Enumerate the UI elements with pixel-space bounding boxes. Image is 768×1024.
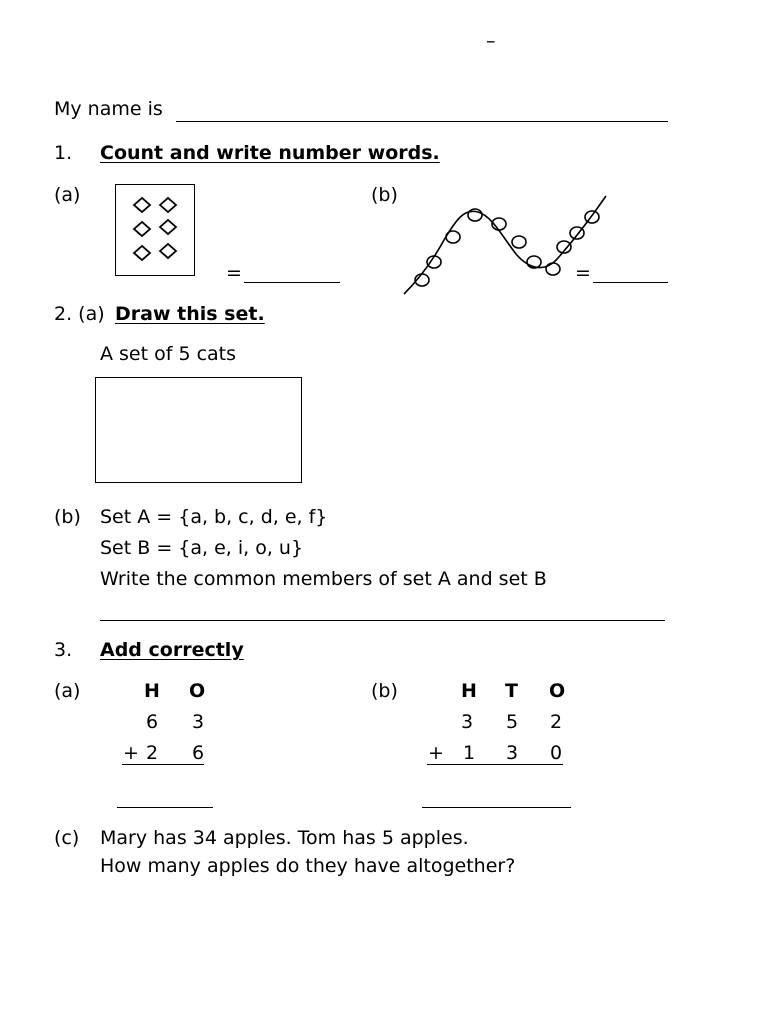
- q3-number: 3.: [54, 639, 73, 661]
- q3a-answer-line[interactable]: [117, 807, 213, 808]
- q3a-row2-o: 6: [192, 742, 205, 764]
- set-a-text: Set A = {a, b, c, d, e, f}: [100, 506, 328, 528]
- q1b-equals: =: [575, 262, 591, 284]
- diamond-set-box: [115, 184, 195, 276]
- q2-number: 2. (a): [54, 303, 105, 325]
- q3c-line1: Mary has 34 apples. Tom has 5 apples.: [100, 827, 469, 849]
- q3-instruction: Add correctly: [100, 639, 244, 661]
- q3c-line2: How many apples do they have altogether?: [100, 855, 516, 877]
- q1-number: 1.: [54, 142, 73, 164]
- q1a-answer-line[interactable]: [244, 282, 340, 283]
- name-label: My name is: [54, 98, 163, 120]
- q1b-label: (b): [371, 184, 398, 206]
- q3a-row1-o: 3: [192, 711, 205, 733]
- diamond-set-icon: [116, 185, 194, 275]
- q3a-header-h: H: [144, 680, 160, 702]
- q3b-row2-o: 0: [550, 742, 563, 764]
- q3a-plus: +: [123, 742, 139, 764]
- q2-instruction: Draw this set.: [115, 303, 265, 325]
- q3b-header-h: H: [461, 680, 477, 702]
- q3b-row1-h: 3: [461, 711, 474, 733]
- q3b-label: (b): [371, 680, 398, 702]
- diamond-1: [134, 198, 150, 212]
- diamond-4: [160, 220, 176, 234]
- q1a-equals: =: [226, 262, 242, 284]
- q3a-header-o: O: [189, 680, 206, 702]
- drawing-box[interactable]: [95, 377, 302, 483]
- bead-6: [512, 236, 526, 248]
- q3a-label: (a): [54, 680, 81, 702]
- q3a-sum-rule: [122, 764, 204, 765]
- diamond-3: [134, 222, 150, 236]
- set-b-text: Set B = {a, e, i, o, u}: [100, 537, 304, 559]
- q3a-row1-h: 6: [146, 711, 159, 733]
- bead-10: [570, 227, 584, 239]
- q3b-row2-t: 3: [506, 742, 519, 764]
- q1b-answer-line[interactable]: [593, 282, 668, 283]
- q2b-label: (b): [54, 506, 81, 528]
- q3b-sum-rule: [427, 764, 563, 765]
- q3b-plus: +: [428, 742, 444, 764]
- q2a-prompt: A set of 5 cats: [100, 343, 237, 365]
- q3b-row2-h: 1: [463, 742, 476, 764]
- q3b-answer-line[interactable]: [422, 807, 571, 808]
- diamond-6: [160, 244, 176, 258]
- diamond-5: [134, 246, 150, 260]
- diamond-2: [160, 198, 176, 212]
- q3b-row1-t: 5: [506, 711, 519, 733]
- q1a-label: (a): [54, 184, 81, 206]
- bead-11: [585, 211, 599, 223]
- q3b-header-o: O: [549, 680, 566, 702]
- top-dash: –: [486, 30, 496, 52]
- q3b-header-t: T: [505, 680, 518, 702]
- q3c-label: (c): [54, 827, 80, 849]
- name-answer-line[interactable]: [176, 121, 668, 122]
- q1-instruction: Count and write number words.: [100, 142, 440, 164]
- q2b-question: Write the common members of set A and set B: [100, 568, 547, 590]
- bead-8: [546, 263, 560, 275]
- q3b-row1-o: 2: [550, 711, 563, 733]
- q2b-answer-line[interactable]: [100, 620, 665, 621]
- q3a-row2-h: 2: [146, 742, 159, 764]
- bead-3: [446, 231, 460, 243]
